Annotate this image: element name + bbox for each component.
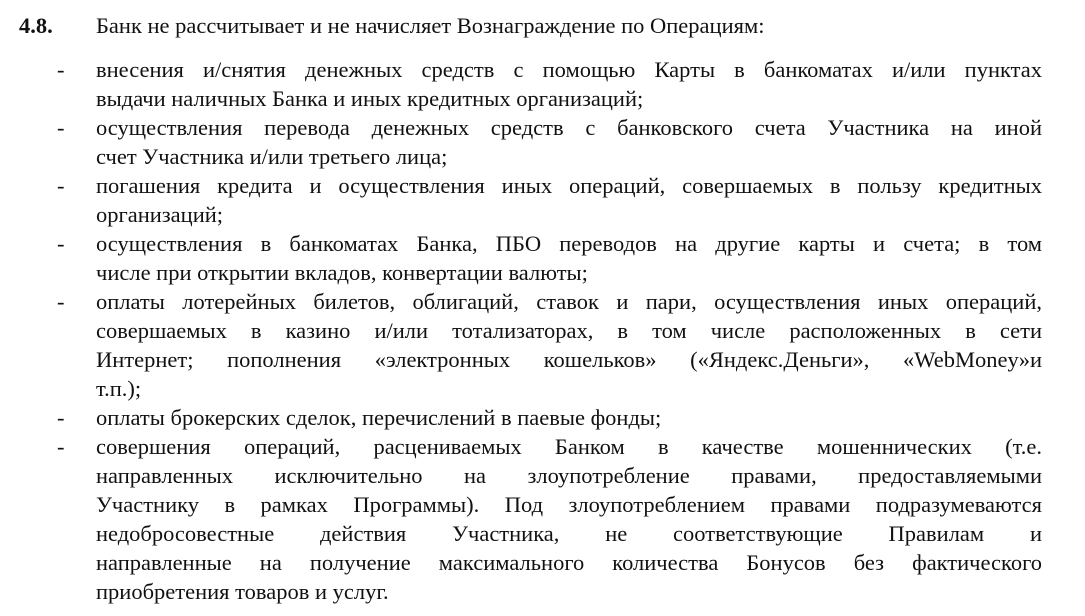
list-item-line: выдачи наличных Банка и иных кредитных организаций; (96, 86, 644, 111)
list-item-line: направленные на получение максимального количества Бонусов без фактического (96, 550, 1042, 575)
list-item-line: Интернет; пополнения «электронных кошельков» («Яндекс.Деньги», «WebMoney»и (96, 347, 1042, 372)
list-dash: - (57, 57, 65, 82)
list-item-line: внесения и/снятия денежных средств с помощью Карты в банкоматах и/или пунктах (96, 57, 1042, 82)
list-item-line: погашения кредита и осуществления иных операций, совершаемых в пользу кредитных (96, 173, 1042, 198)
list-item-line: совершаемых в казино и/или тотализаторах, в том числе расположенных в сети (96, 318, 1042, 343)
list-item-line: т.п.); (96, 376, 142, 401)
list-dash: - (57, 115, 65, 140)
list-item-line: счет Участника и/или третьего лица; (96, 144, 448, 169)
list-item-line: Участнику в рамках Программы). Под злоупотреблением правами подразумеваются (96, 492, 1042, 517)
list-item-line: осуществления в банкоматах Банка, ПБО переводов на другие карты и счета; в том (96, 231, 1042, 256)
list-item (0, 229, 1085, 287)
list-item-line: недобросовестные действия Участника, не соответствующие Правилам и (96, 521, 1042, 546)
section-title: Банк не рассчитывает и не начисляет Вознаграждение по Операциям: (96, 13, 765, 38)
list-item (0, 403, 1085, 432)
list-item (0, 113, 1085, 171)
list-item (0, 287, 1085, 403)
section-number: 4.8. (19, 13, 53, 38)
exclusion-list (0, 55, 1085, 606)
list-dash: - (57, 405, 65, 430)
list-item (0, 55, 1085, 113)
list-item-line: приобретения товаров и услуг. (96, 579, 389, 604)
list-dash: - (57, 434, 65, 459)
list-item-line: оплаты лотерейных билетов, облигаций, ставок и пари, осуществления иных операций, (96, 289, 1042, 314)
list-dash: - (57, 231, 65, 256)
list-item (0, 432, 1085, 606)
list-dash: - (57, 289, 65, 314)
list-item-line: оплаты брокерских сделок, перечислений в паевые фонды; (96, 405, 662, 430)
list-item-line: направленных исключительно на злоупотребление правами, предоставляемыми (96, 463, 1042, 488)
list-item-line: совершения операций, расцениваемых Банком в качестве мошеннических (т.е. (96, 434, 1042, 459)
list-item (0, 171, 1085, 229)
list-item-line: числе при открытии вкладов, конвертации валюты; (96, 260, 588, 285)
list-dash: - (57, 173, 65, 198)
list-item-line: организаций; (96, 202, 224, 227)
list-item-line: осуществления перевода денежных средств с банковского счета Участника на иной (96, 115, 1042, 140)
